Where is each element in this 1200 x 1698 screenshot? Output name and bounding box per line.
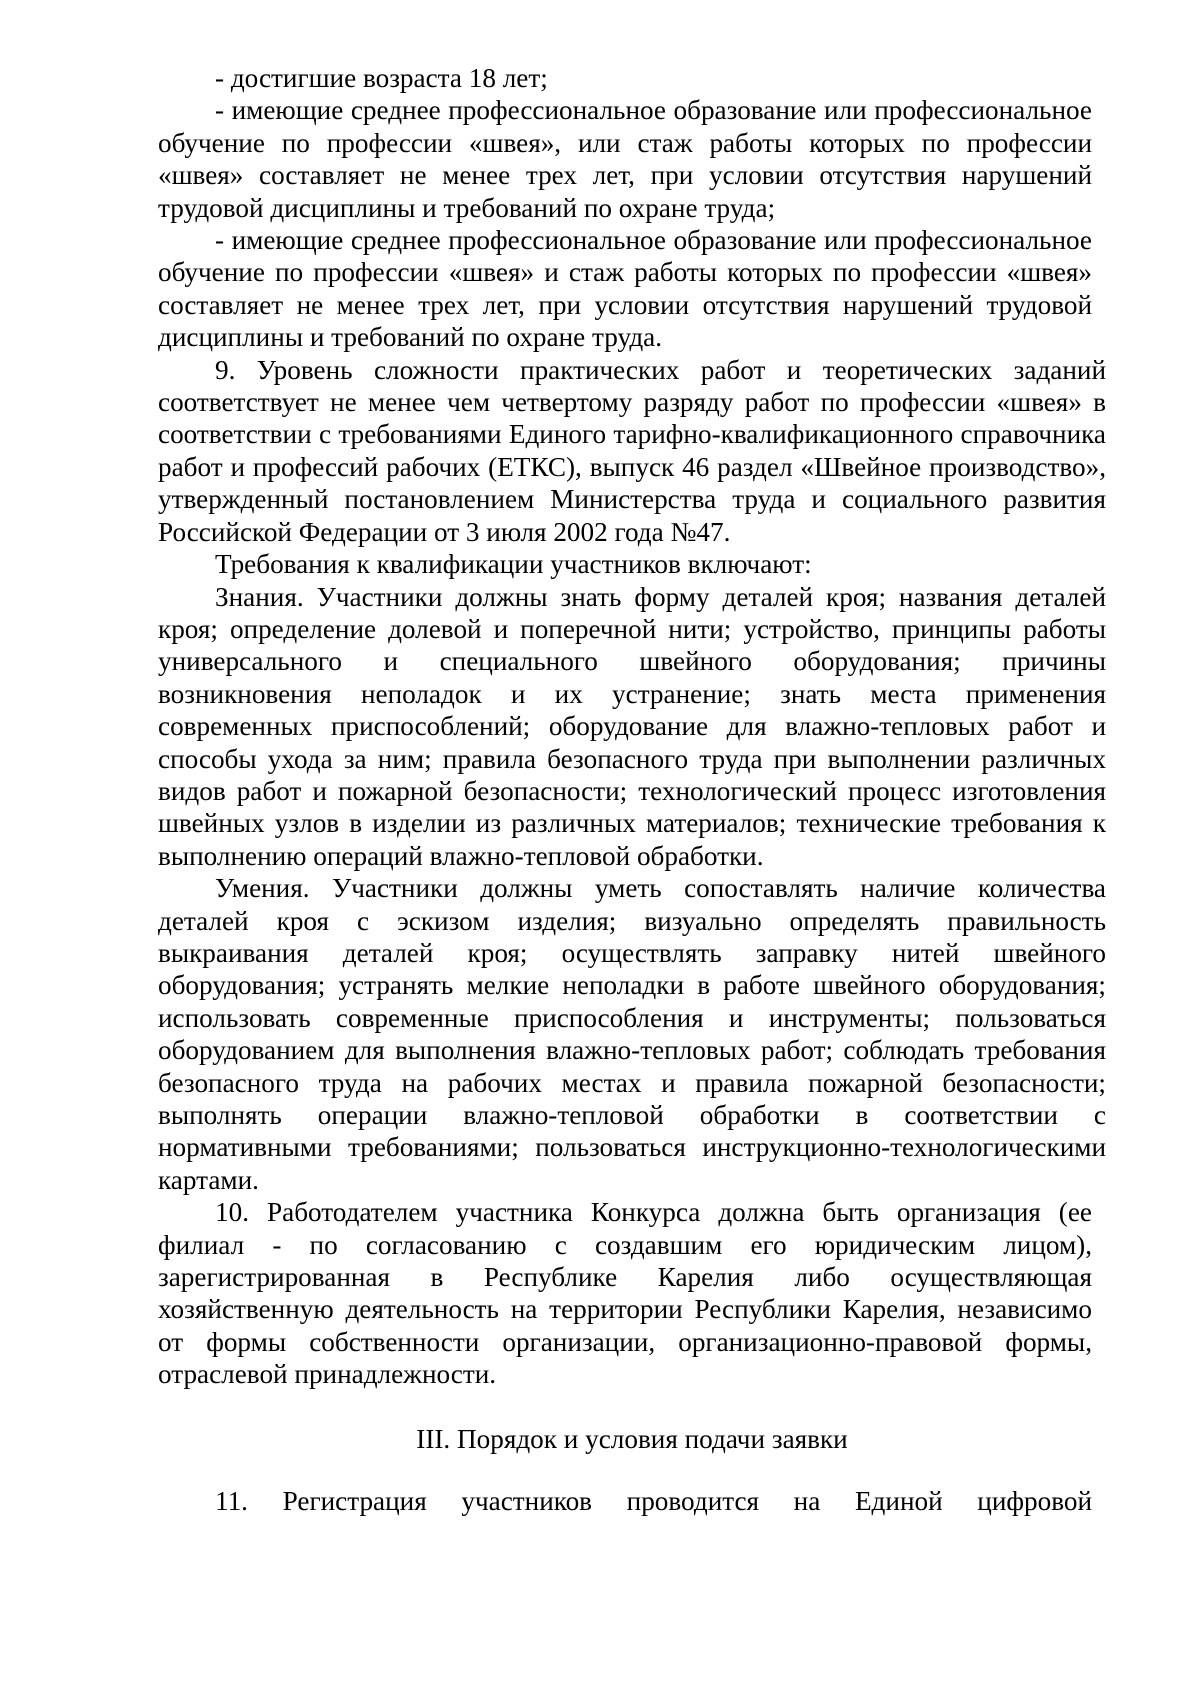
knowledge-paragraph: Знания. Участники должны знать форму деталей кроя; названия деталей кроя; определение долевой и поперечной нити; устройство, принципы работы универсального и специального швейного оборудования; причины возникновения неполадок и их устранение; знать места применения современных приспособлений; оборудование для влажно-тепловых работ и способы ухода за ним; правила безопасного труда при выполнении различных видов работ и пожарной безопасности; технологический процесс изготовления швейных узлов в изделии из различных материалов; технические требования к выполнению операций влажно-тепловой обработки. bbox=[158, 581, 1106, 871]
qualification-requirements-intro: Требования к квалификации участников включают: bbox=[215, 549, 812, 580]
paragraph-9: 9. Уровень сложности практических работ и теоретических заданий соответствует не менее чем четвертому разряду работ по профессии «швея» в соответствии с требованиями Единого тарифно-квалификационного справочника работ и профессий рабочих (ЕТКС), выпуск 46 раздел «Швейное производство», утвержденный постановлением Министерства труда и социального развития Российской Федерации от 3 июля 2002 года №47. bbox=[158, 354, 1106, 547]
skills-paragraph: Умения. Участники должны уметь сопоставлять наличие количества деталей кроя с эскизом изделия; визуально определять правильность выкраивания деталей кроя; осуществлять заправку нитей швейного оборудования; устранять мелкие неполадки в работе швейного оборудования; использовать современные приспособления и инструменты; пользоваться оборудованием для выполнения влажно-тепловых работ; соблюдать требования безопасного труда на рабочих местах и правила пожарной безопасности; выполнять операции влажно-тепловой обработки в соответствии с нормативными требованиями; пользоваться инструкционно-технологическими картами. bbox=[158, 873, 1106, 1195]
document-body bbox=[158, 62, 1106, 1517]
section-heading: III. Порядок и условия подачи заявки bbox=[416, 1423, 848, 1454]
paragraph-11: 11. Регистрация участников проводится на Единой цифровой bbox=[215, 1486, 1092, 1517]
list-item-education-or-experience: - имеющие среднее профессиональное образование или профессиональное обучение по профессии «швея», или стаж работы которых по профессии «швея» составляет не менее трех лет, при условии отсутствия нарушений трудовой дисциплины и требований по охране труда; bbox=[158, 95, 1092, 223]
list-item-age: - достигшие возраста 18 лет; bbox=[215, 63, 548, 93]
paragraph-10: 10. Работодателем участника Конкурса должна быть организация (ее филиал - по согласованию с создавшим его юридическим лицом), зарегистрированная в Республике Карелия либо осуществляющая хозяйственную деятельность на территории Республики Карелия, независимо от формы собственности организации, организационно-правовой формы, отраслевой принадлежности. bbox=[158, 1197, 1092, 1390]
list-item-education-and-experience: - имеющие среднее профессиональное образование или профессиональное обучение по профессии «швея» и стаж работы которых по профессии «швея» составляет не менее трех лет, при условии отсутствия нарушений трудовой дисциплины и требований по охране труда. bbox=[158, 225, 1092, 353]
